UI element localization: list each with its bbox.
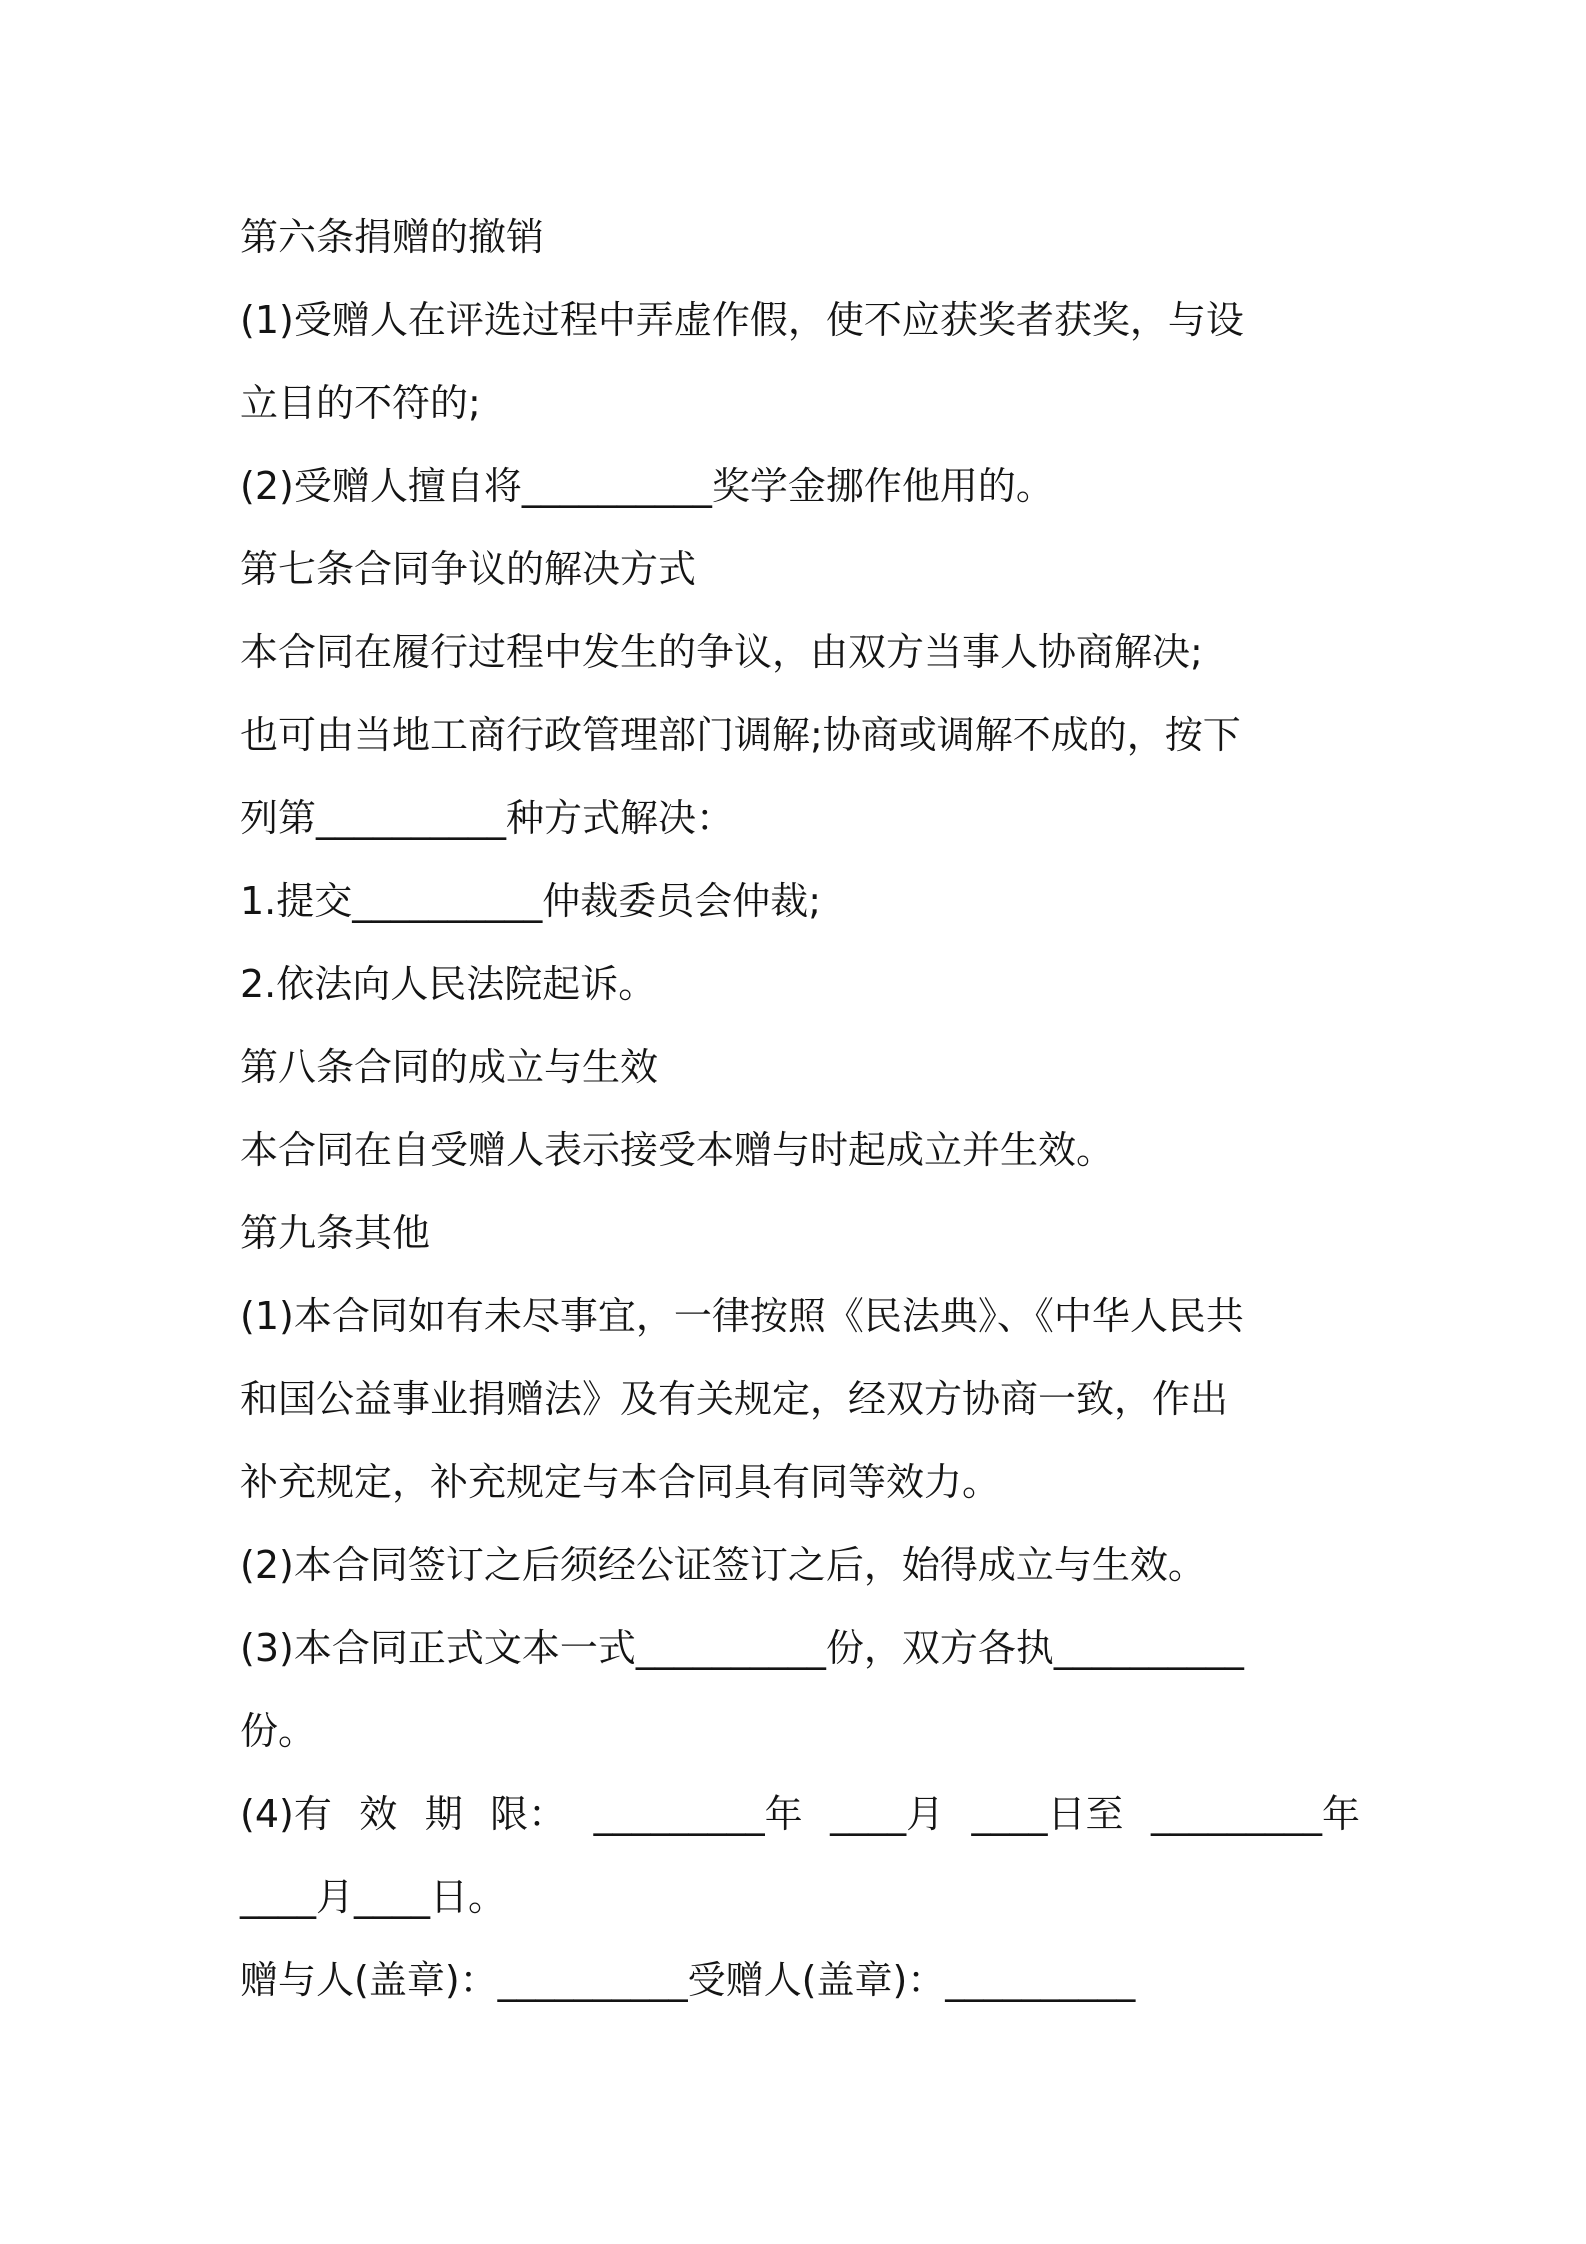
section-9-clause-2: (2)本合同签订之后须经公证签订之后，始得成立与生效。	[240, 1543, 1206, 1587]
section-7-paragraph-line-1: 本合同在履行过程中发生的争议，由双方当事人协商解决;	[240, 630, 1203, 674]
validity-part: 限：	[490, 1792, 567, 1836]
section-6-clause-2: (2)受赠人擅自将__________奖学金挪作他用的。	[240, 464, 1054, 508]
section-7-paragraph-line-2: 也可由当地工商行政管理部门调解;协商或调解不成的，按下	[240, 713, 1241, 757]
contract-text	[240, 196, 1360, 2022]
validity-part: _________年	[593, 1792, 803, 1836]
section-9-clause-1-line-1: (1)本合同如有未尽事宜，一律按照《民法典》、《中华人民共	[240, 1294, 1244, 1338]
section-7-option-2: 2.依法向人民法院起诉。	[240, 962, 657, 1006]
section-8-heading: 第八条合同的成立与生效	[240, 1045, 659, 1089]
section-9-clause-3-line-2: 份。	[240, 1709, 317, 1753]
signature-line: 赠与人(盖章)：__________受赠人(盖章)：__________	[240, 1958, 1136, 2002]
validity-part: ____日至	[971, 1792, 1124, 1836]
section-9-clause-4-line-1	[240, 1773, 1360, 1856]
section-8-paragraph: 本合同在自受赠人表示接受本赠与时起成立并生效。	[240, 1128, 1115, 1172]
validity-part: _________年	[1150, 1792, 1360, 1836]
section-6-heading: 第六条捐赠的撤销	[240, 215, 545, 259]
validity-part: 期	[424, 1792, 463, 1836]
section-9-clause-1-line-2: 和国公益事业捐赠法》及有关规定，经双方协商一致，作出	[240, 1377, 1229, 1421]
section-9-clause-1-line-3: 补充规定，补充规定与本合同具有同等效力。	[240, 1460, 1001, 1504]
section-6-clause-1-line-1: (1)受赠人在评选过程中弄虚作假，使不应获奖者获奖，与设	[240, 298, 1244, 342]
section-9-clause-4-line-2: ____月____日。	[240, 1875, 507, 1919]
section-7-option-1: 1.提交__________仲裁委员会仲裁;	[240, 879, 822, 923]
validity-part: (4)有	[240, 1792, 332, 1836]
section-7-paragraph-line-3: 列第__________种方式解决：	[240, 796, 735, 840]
validity-part: 效	[359, 1792, 398, 1836]
section-9-clause-3-line-1: (3)本合同正式文本一式__________份，双方各执__________	[240, 1626, 1244, 1670]
section-7-heading: 第七条合同争议的解决方式	[240, 547, 697, 591]
validity-part: ____月	[830, 1792, 945, 1836]
section-6-clause-1-line-2: 立目的不符的;	[240, 381, 481, 425]
section-9-heading: 第九条其他	[240, 1211, 431, 1255]
